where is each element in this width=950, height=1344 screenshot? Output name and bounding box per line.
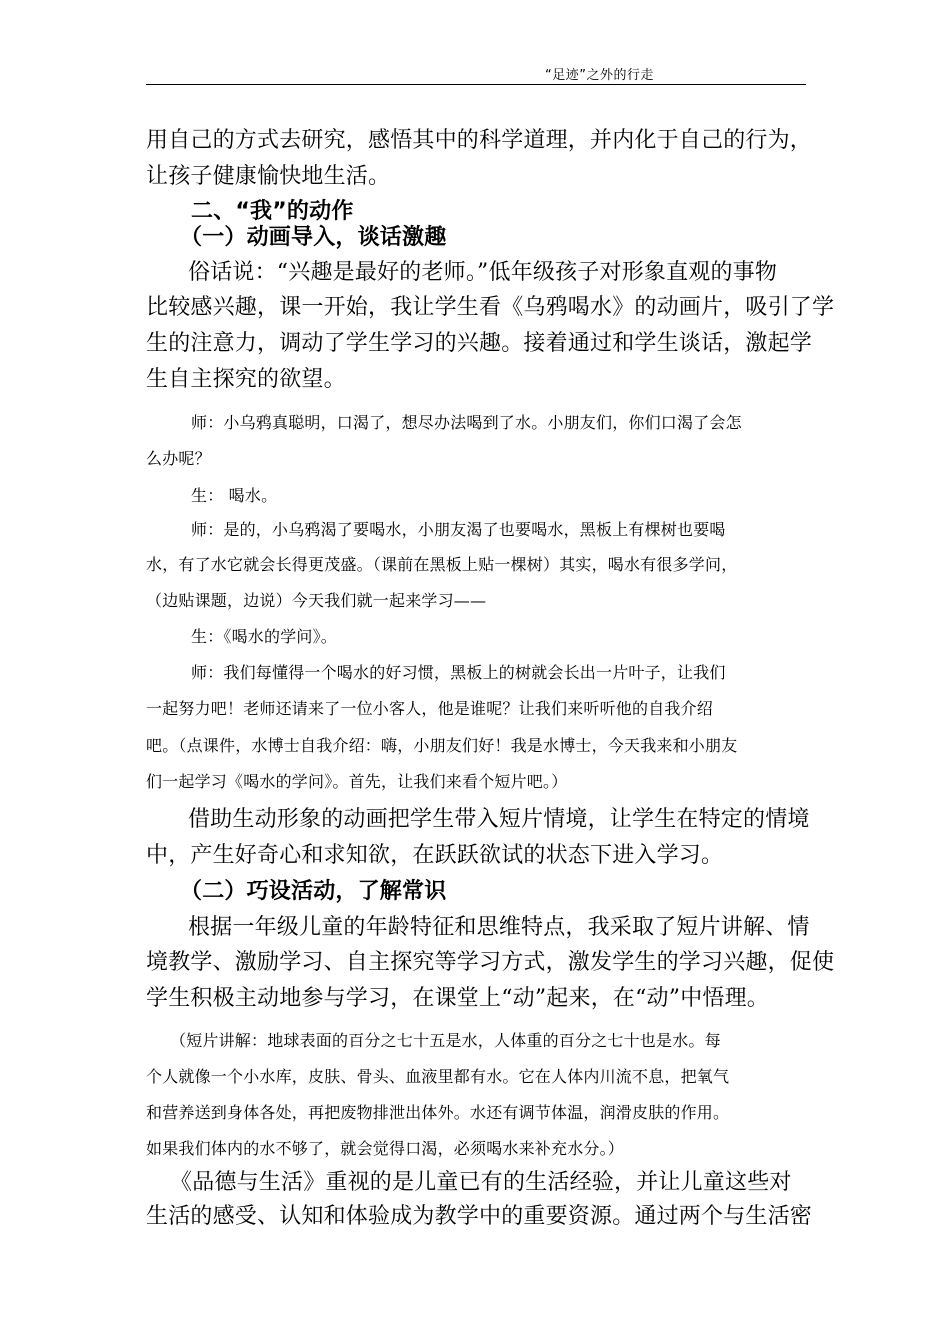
body-line: 用自己的方式去研究，感悟其中的科学道理，并内化于自己的行为， [146, 128, 813, 153]
dialogue-line: 师：是的，小乌鸦渴了要喝水，小朋友渴了也要喝水，黑板上有棵树也要喝 [191, 520, 726, 539]
narration-line: 和营养送到身体各处，再把废物排泄出体外。水还有调节体温，润滑皮肤的作用。 [146, 1103, 730, 1122]
dialogue-line: 生：《喝水的学问》。 [191, 627, 338, 646]
dialogue-line: 师：小乌鸦真聪明，口渴了，想尽办法喝到了水。小朋友们，你们口渴了会怎 [191, 413, 742, 432]
body-line: 境教学、激励学习、自主探究等学习方式，激发学生的学习兴趣，促使 [146, 950, 835, 975]
dialogue-line: 生： 喝水。 [191, 486, 278, 505]
narration-line: 如果我们体内的水不够了，就会觉得口渴，必须喝水来补充水分。） [146, 1139, 625, 1158]
body-line: 《品德与生活》重视的是儿童已有的生活经验，并让儿童这些对 [170, 1170, 792, 1195]
header-title: “足迹”之外的行走 [545, 68, 654, 83]
subsection-heading: （一）动画导入，谈话激趣 [180, 225, 447, 250]
dialogue-line: 吧。（点课件，水博士自我介绍：嗨，小朋友们好！我是水博士，今天我来和小朋友 [146, 736, 738, 755]
body-line: 生活的感受、认知和体验成为教学中的重要资源。通过两个与生活密 [146, 1204, 813, 1229]
body-line: 生的注意力，调动了学生学习的兴趣。接着通过和学生谈话，激起学 [146, 331, 813, 356]
narration-line: 个人就像一个小水库，皮肤、骨头、血液里都有水。它在人体内川流不息，把氧气 [146, 1067, 730, 1086]
body-line: 比较感兴趣，课一开始，我让学生看《乌鸦喝水》的动画片，吸引了学 [146, 295, 835, 320]
dialogue-line: 们一起学习《喝水的学问》。首先，让我们来看个短片吧。） [146, 772, 568, 791]
dialogue-line: 师：我们每懂得一个喝水的好习惯，黑板上的树就会长出一片叶子，让我们 [191, 663, 726, 682]
body-line: 俗话说：“兴趣是最好的老师。”低年级孩子对形象直观的事物 [188, 260, 778, 285]
body-line: 生自主探究的欲望。 [146, 367, 346, 392]
dialogue-line: 一起努力吧！老师还请来了一位小客人，他是谁呢？让我们来听听他的自我介绍 [146, 699, 714, 718]
body-line: 中，产生好奇心和求知欲，在跃跃欲试的状态下进入学习。 [146, 843, 724, 868]
dialogue-line: 么办呢？ [146, 449, 211, 468]
dialogue-line: （边贴课题，边说）今天我们就一起来学习—— [146, 591, 487, 610]
section-heading: 二、“我”的动作 [191, 199, 354, 224]
subsection-heading: （二）巧设活动，了解常识 [180, 879, 447, 904]
dialogue-line: 水，有了水它就会长得更茂盛。（课前在黑板上贴一棵树）其实，喝水有很多学问， [146, 555, 738, 574]
body-line: 学生积极主动地参与学习，在课堂上“动”起来，在“动”中悟理。 [146, 986, 769, 1011]
body-line: 让孩子健康愉快地生活。 [146, 164, 391, 189]
body-line: 借助生动形象的动画把学生带入短片情境，让学生在特定的情境 [188, 807, 810, 832]
narration-line: （短片讲解：地球表面的百分之七十五是水，人体重的百分之七十也是水。每 [170, 1031, 721, 1050]
body-line: 根据一年级儿童的年龄特征和思维特点，我采取了短片讲解、情 [188, 915, 810, 940]
page-header [146, 62, 806, 85]
